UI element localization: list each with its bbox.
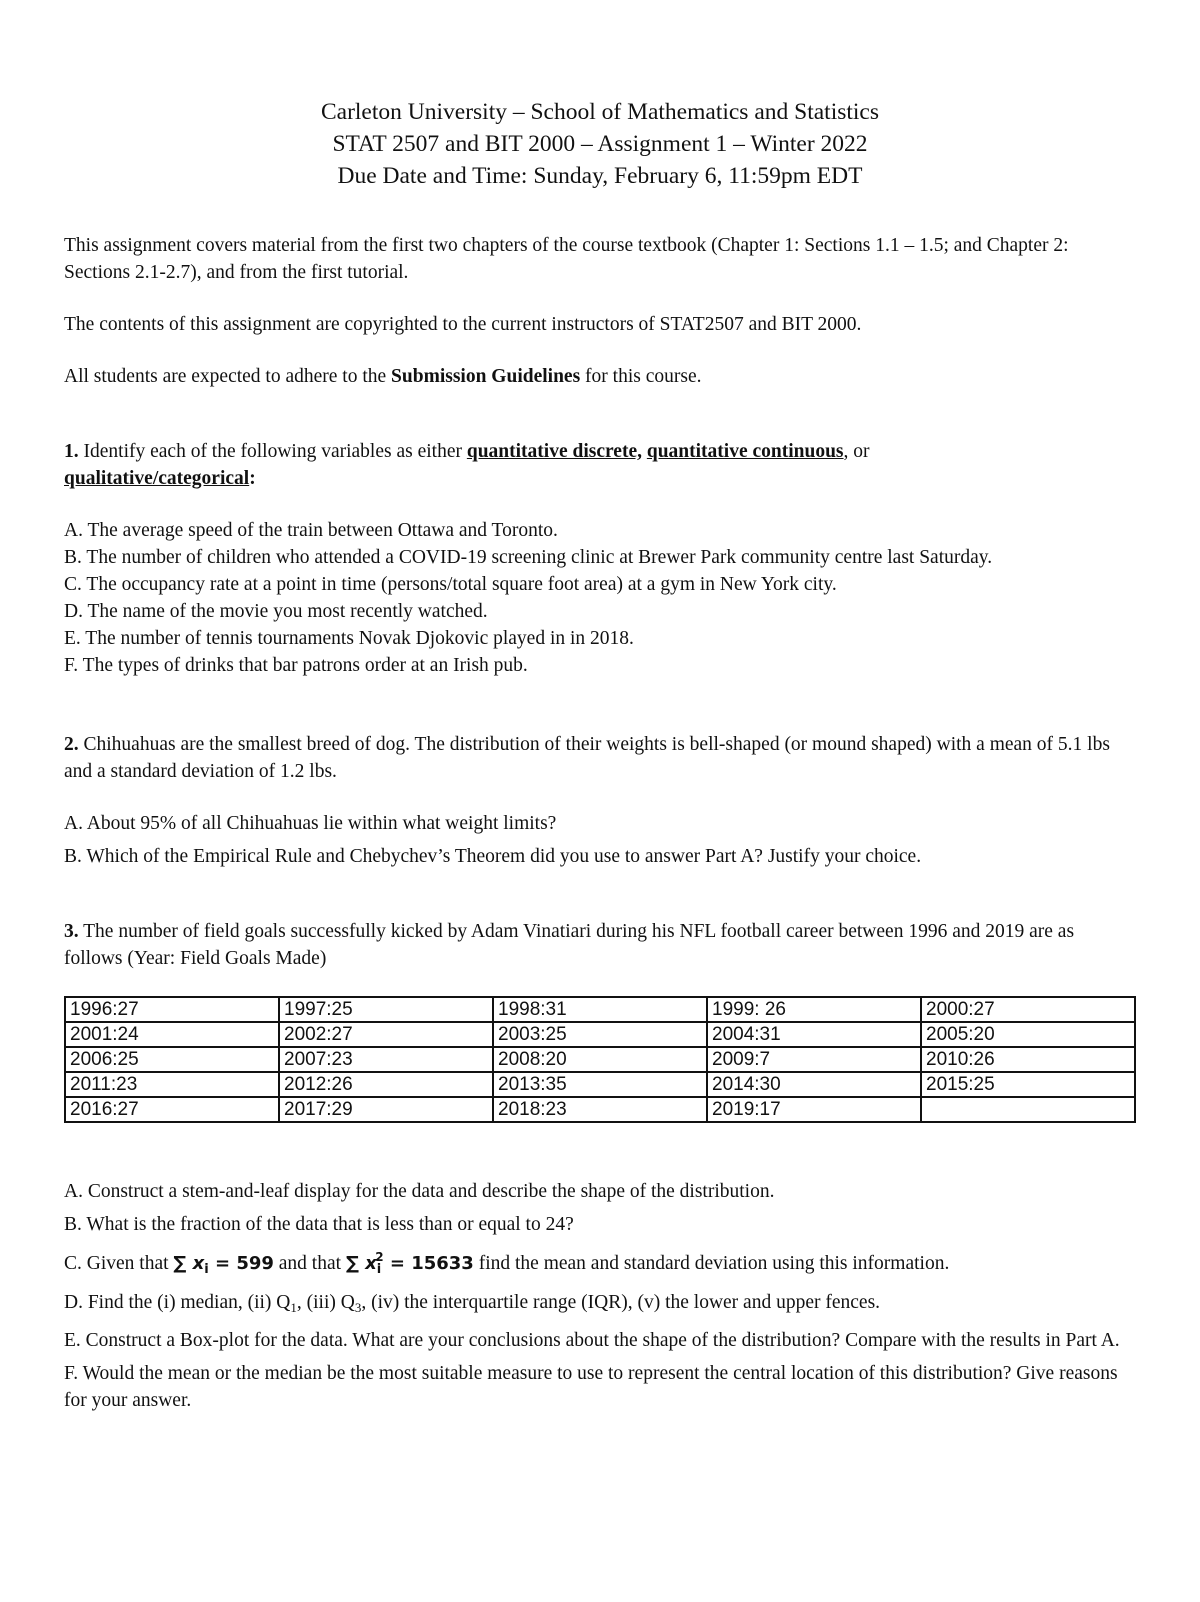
question-3 bbox=[64, 918, 1136, 1414]
table-row bbox=[65, 1072, 1135, 1097]
table-cell: 2008:20 bbox=[493, 1047, 707, 1072]
header-course: STAT 2507 and BIT 2000 – Assignment 1 – Winter 2022 bbox=[332, 131, 868, 157]
table-cell: 2001:24 bbox=[65, 1022, 279, 1047]
table-cell: 2010:26 bbox=[921, 1047, 1135, 1072]
submission-guidelines-text: Submission Guidelines bbox=[391, 366, 581, 387]
question-3-prompt: 3. The number of field goals successfully kicked by Adam Vinatiari during his NFL football career between 1996 and 2019 are as follows (Year: Field Goals Made) bbox=[64, 921, 1075, 969]
intro-coverage: This assignment covers material from the first two chapters of the course textbook (Chapter 1: Sections 1.1 – 1.5; and Chapter 2: Sections 2.1-2.7), and from the first tutorial. bbox=[64, 235, 1069, 283]
intro-guidelines: All students are expected to adhere to the Submission Guidelines for this course. bbox=[64, 366, 702, 387]
list-item: E. The number of tennis tournaments Novak Djokovic played in in 2018. bbox=[64, 628, 634, 649]
list-item: E. Construct a Box-plot for the data. What are your conclusions about the shape of the distribution? Compare with the results in Part A. bbox=[64, 1330, 1120, 1351]
table-cell: 2019:17 bbox=[707, 1097, 921, 1122]
list-item: C. The occupancy rate at a point in time (persons/total square foot area) at a gym in New York city. bbox=[64, 574, 837, 595]
question-2 bbox=[64, 731, 1136, 870]
table-cell: 2005:20 bbox=[921, 1022, 1135, 1047]
list-item: A. About 95% of all Chihuahuas lie within what weight limits? bbox=[64, 813, 557, 834]
header-university: Carleton University – School of Mathematics and Statistics bbox=[320, 99, 880, 125]
table-cell: 1996:27 bbox=[65, 997, 279, 1022]
table-cell: 2015:25 bbox=[921, 1072, 1135, 1097]
question-3-items bbox=[64, 1178, 1136, 1414]
table-cell: 2009:7 bbox=[707, 1047, 921, 1072]
table-row bbox=[65, 1022, 1135, 1047]
table-row bbox=[65, 1097, 1135, 1122]
table-cell: 2006:25 bbox=[65, 1047, 279, 1072]
term-qualitative-categorical: qualitative/categorical bbox=[64, 468, 250, 489]
table-cell: 1998:31 bbox=[493, 997, 707, 1022]
sum-squares-expression: ∑ $x_i^2 = 15633$ bbox=[345, 1250, 474, 1277]
list-item: C. Given that ∑ $x_i = 599$ and that ∑ $x_i^2 = 15633$ find the mean and standard deviation using this information. bbox=[64, 1250, 950, 1277]
document-header bbox=[64, 96, 1136, 192]
question-1 bbox=[64, 438, 1136, 679]
field-goals-table bbox=[64, 996, 1136, 1123]
list-item: A. The average speed of the train between Ottawa and Toronto. bbox=[64, 520, 558, 541]
table-cell bbox=[921, 1097, 1135, 1122]
list-item: F. Would the mean or the median be the most suitable measure to use to represent the central location of this distribution? Give reasons for your answer. bbox=[64, 1363, 1118, 1411]
table-cell: 2000:27 bbox=[921, 997, 1135, 1022]
list-item: F. The types of drinks that bar patrons order at an Irish pub. bbox=[64, 655, 528, 676]
intro-copyright: The contents of this assignment are copyrighted to the current instructors of STAT2507 and BIT 2000. bbox=[64, 314, 862, 335]
question-1-number: 1. bbox=[64, 441, 79, 462]
question-2-number: 2. bbox=[64, 734, 79, 755]
table-cell: 2011:23 bbox=[65, 1072, 279, 1097]
table-cell: 1997:25 bbox=[279, 997, 493, 1022]
table-cell: 2016:27 bbox=[65, 1097, 279, 1122]
list-item: D. Find the (i) median, (ii) $Q_1$, (iii) $Q_3$, (iv) the interquartile range (IQR), (v) the lower and upper fences. bbox=[64, 1292, 881, 1315]
term-quantitative-discrete: quantitative discrete, bbox=[466, 441, 642, 462]
table-cell: 2018:23 bbox=[493, 1097, 707, 1122]
sum-expression: ∑ $x_i = 599$ bbox=[173, 1253, 274, 1277]
table-cell: 2007:23 bbox=[279, 1047, 493, 1072]
table-cell: 1999: 26 bbox=[707, 997, 921, 1022]
question-3-number: 3. bbox=[64, 921, 79, 942]
question-2-prompt: 2. Chihuahuas are the smallest breed of dog. The distribution of their weights is bell-shaped (or mound shaped) with a mean of 5.1 lbs and a standard deviation of 1.2 lbs. bbox=[64, 734, 1110, 782]
table-cell: 2003:25 bbox=[493, 1022, 707, 1047]
list-item: A. Construct a stem-and-leaf display for the data and describe the shape of the distribution. bbox=[64, 1181, 775, 1202]
question-1-prompt: 1. Identify each of the following variables as either quantitative discrete, quantitative continuous, or qualitative/categorical: bbox=[64, 441, 870, 489]
list-item: B. The number of children who attended a COVID-19 screening clinic at Brewer Park community centre last Saturday. bbox=[64, 547, 993, 568]
table-cell: 2004:31 bbox=[707, 1022, 921, 1047]
list-item: B. Which of the Empirical Rule and Chebychev’s Theorem did you use to answer Part A? Justify your choice. bbox=[64, 846, 922, 867]
table-cell: 2012:26 bbox=[279, 1072, 493, 1097]
question-1-items bbox=[64, 517, 1136, 679]
table-cell: 2014:30 bbox=[707, 1072, 921, 1097]
table-row bbox=[65, 997, 1135, 1022]
table-row bbox=[65, 1047, 1135, 1072]
term-quantitative-continuous: quantitative continuous bbox=[646, 441, 844, 462]
header-due-date: Due Date and Time: Sunday, February 6, 11:59pm EDT bbox=[337, 163, 863, 189]
table-cell: 2017:29 bbox=[279, 1097, 493, 1122]
table-cell: 2013:35 bbox=[493, 1072, 707, 1097]
list-item: B. What is the fraction of the data that is less than or equal to 24? bbox=[64, 1214, 574, 1235]
table-cell: 2002:27 bbox=[279, 1022, 493, 1047]
question-2-items bbox=[64, 810, 1136, 870]
list-item: D. The name of the movie you most recently watched. bbox=[64, 601, 488, 622]
document-page bbox=[64, 96, 1136, 1420]
